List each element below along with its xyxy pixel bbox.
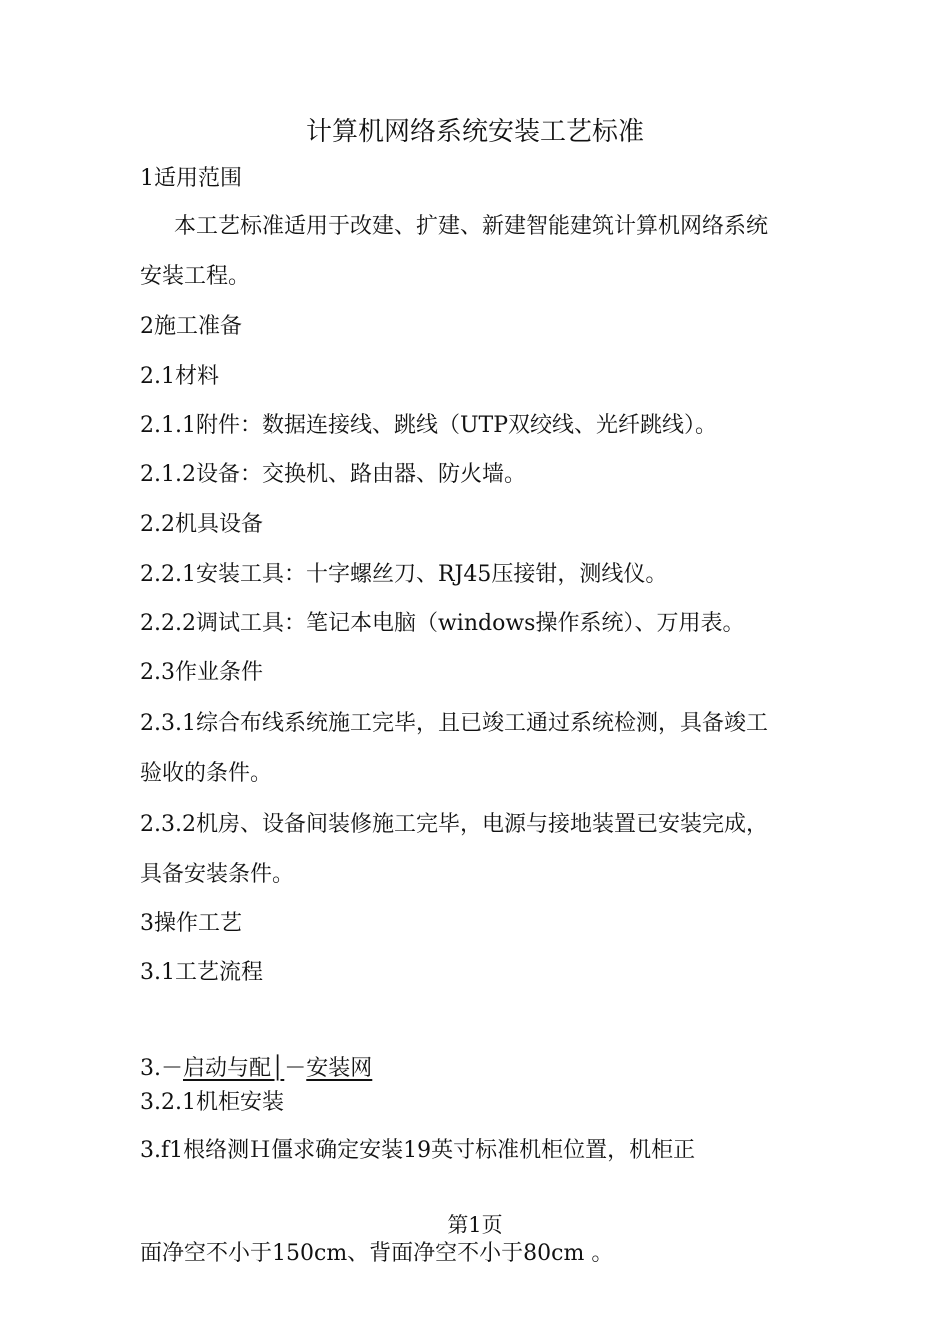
document-title: 计算机网络系统安装工艺标准 bbox=[305, 117, 644, 147]
subsection-2-1: 2.1材料 bbox=[140, 364, 219, 389]
item-3-f1: 3.f1根络测Ｈ僵求确定安装19英寸标准机柜位置，机柜正 bbox=[140, 1138, 696, 1163]
subsection-2-2: 2.2机具设备 bbox=[140, 512, 263, 537]
flow-step-install-network: 安装网 bbox=[306, 1056, 373, 1081]
paragraph-scope-line-1: 本工艺标准适用于改建、扩建、新建智能建筑计算机网络系统 bbox=[174, 214, 769, 239]
item-2-3-1-line-1: 2.3.1综合布线系统施工完毕，且已竣工通过系统检测，具备竣工 bbox=[140, 711, 768, 736]
item-2-1-2: 2.1.2设备：交换机、路由器、防火墙。 bbox=[140, 462, 526, 487]
flow-separator: － bbox=[284, 1056, 307, 1081]
continuation-line: 面净空不小于150cm、背面净空不小于80cm 。 bbox=[140, 1241, 614, 1266]
section-heading-2: 2施工准备 bbox=[140, 314, 242, 339]
paragraph-scope-line-2: 安装工程。 bbox=[140, 264, 251, 289]
item-2-2-1: 2.2.1安装工具：十字螺丝刀、RJ45压接钳，测线仪。 bbox=[140, 562, 668, 587]
flow-step-start-config: 启动与配│ bbox=[183, 1056, 285, 1081]
page-number: 第1页 bbox=[447, 1213, 503, 1237]
item-2-3-2-line-2: 具备安装条件。 bbox=[140, 862, 295, 887]
item-2-2-2: 2.2.2调试工具：笔记本电脑（windows操作系统）、万用表。 bbox=[140, 611, 745, 636]
process-flow-line bbox=[140, 1056, 372, 1082]
item-2-3-2-line-1: 2.3.2机房、设备间装修施工完毕，电源与接地装置已安装完成， bbox=[140, 812, 768, 837]
section-heading-1: 1适用范围 bbox=[140, 166, 242, 191]
section-heading-3: 3操作工艺 bbox=[140, 911, 242, 936]
flow-prefix: 3.－ bbox=[140, 1056, 183, 1081]
item-3-2-1: 3.2.1机柜安装 bbox=[140, 1090, 284, 1115]
subsection-2-3: 2.3作业条件 bbox=[140, 660, 263, 685]
item-2-1-1: 2.1.1附件：数据连接线、跳线（UTP双绞线、光纤跳线）。 bbox=[140, 413, 717, 438]
item-2-3-1-line-2: 验收的条件。 bbox=[140, 761, 273, 786]
subsection-3-1: 3.1工艺流程 bbox=[140, 960, 263, 985]
